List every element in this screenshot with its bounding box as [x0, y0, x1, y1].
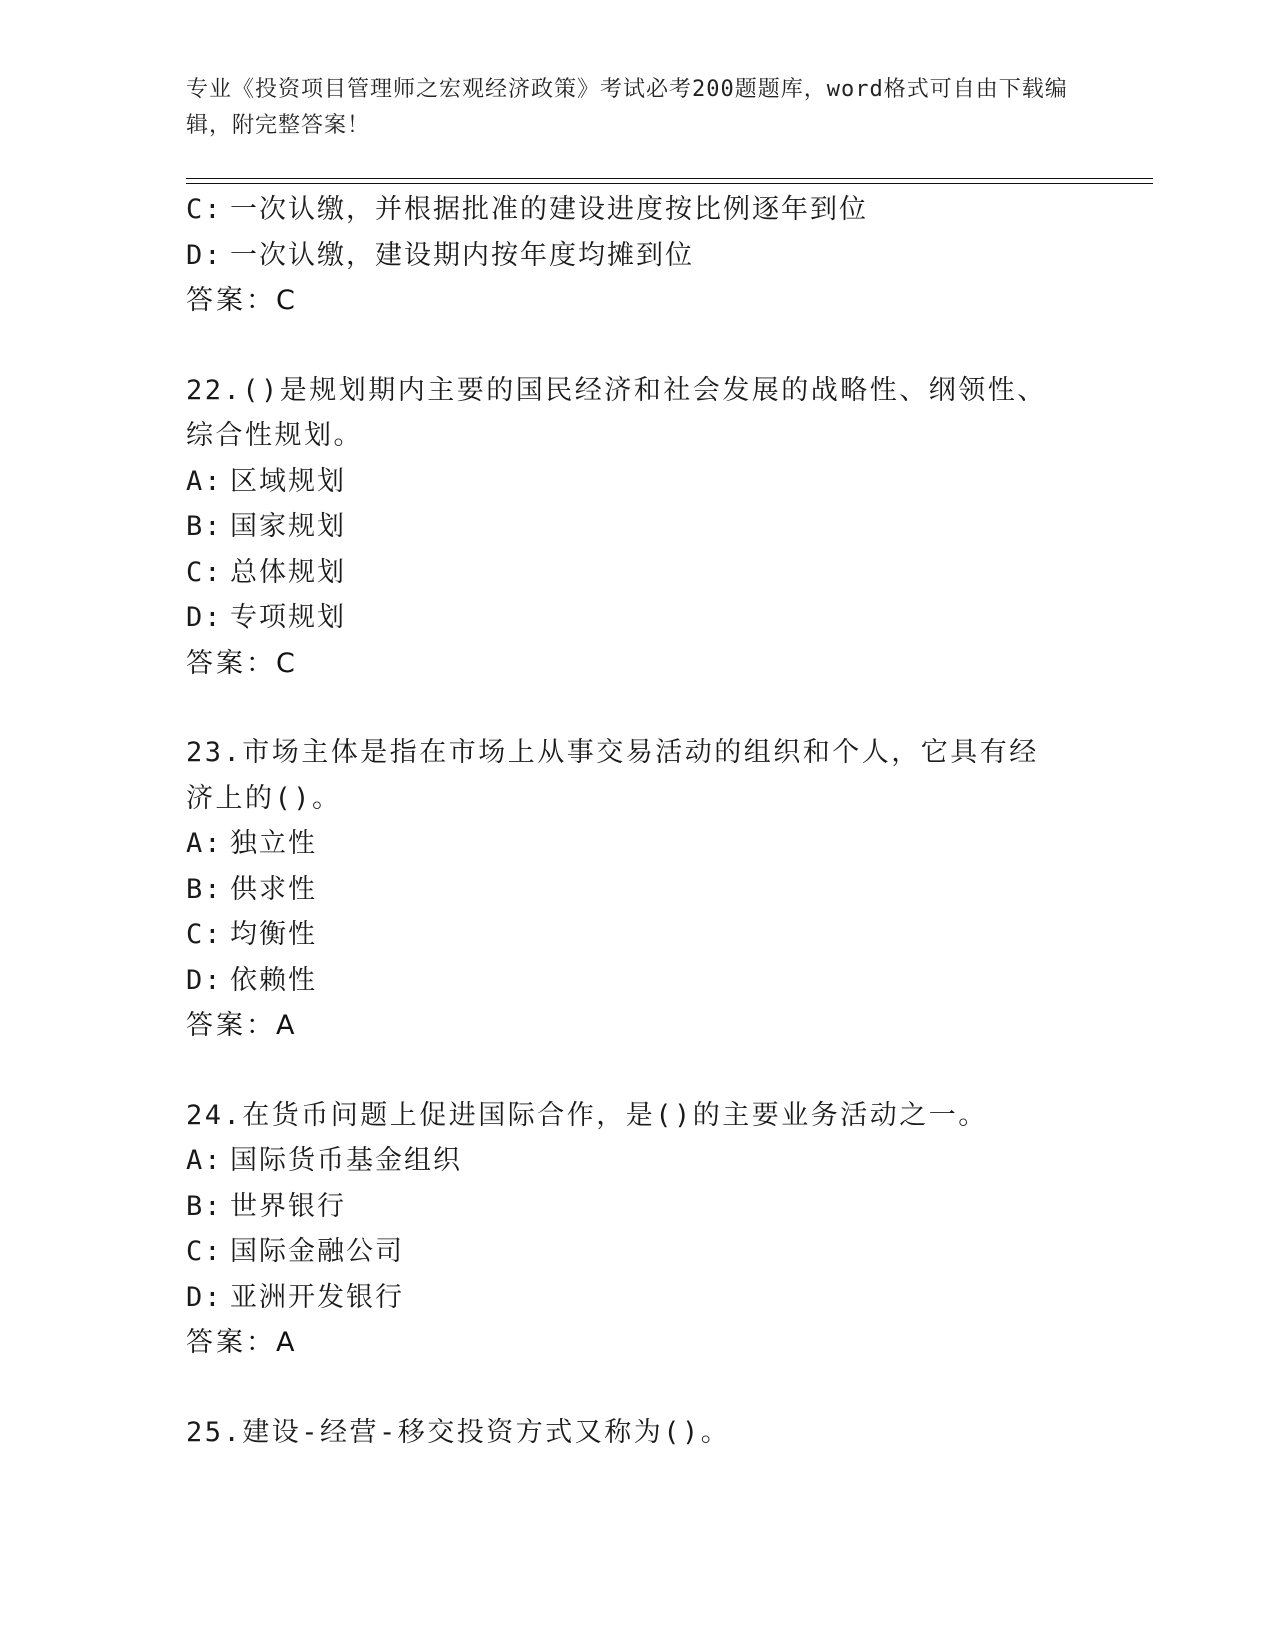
option-d — [186, 595, 1086, 641]
option-label: B: — [186, 873, 223, 905]
option-text: 独立性 — [230, 828, 317, 859]
header-rule-bottom — [186, 183, 1153, 184]
option-c — [186, 550, 1086, 596]
option-d — [186, 233, 1086, 279]
option-text: 供求性 — [230, 873, 317, 905]
option-text: 依赖性 — [230, 964, 317, 996]
option-a — [186, 459, 1086, 505]
option-d — [186, 958, 1086, 1004]
answer-line: 答案：C — [186, 285, 298, 316]
option-d — [186, 1275, 1086, 1321]
option-label: D: — [186, 1281, 223, 1313]
option-text: 均衡性 — [230, 919, 317, 950]
option-b — [186, 1184, 1086, 1230]
option-label: B: — [186, 1190, 223, 1222]
option-label: C: — [186, 194, 223, 225]
option-label: D: — [186, 602, 223, 633]
option-text: 区域规划 — [230, 465, 346, 497]
option-label: A: — [186, 465, 223, 497]
option-c — [186, 912, 1086, 958]
option-text: 国际货币基金组织 — [230, 1145, 462, 1176]
option-label: D: — [186, 964, 223, 996]
question-text: 22.()是规划期内主要的国民经济和社会发展的战略性、纲领性、综合性规划。 — [186, 374, 1047, 451]
option-label: A: — [186, 828, 223, 859]
question-23 — [186, 730, 1086, 1049]
option-label: A: — [186, 1145, 223, 1176]
option-label: C: — [186, 556, 223, 588]
question-text: 24.在货币问题上促进国际合作，是()的主要业务活动之一。 — [186, 1099, 988, 1131]
question-text: 23.市场主体是指在市场上从事交易活动的组织和个人，它具有经济上的()。 — [186, 737, 1039, 814]
option-text: 国际金融公司 — [230, 1236, 404, 1267]
question-25 — [186, 1410, 1086, 1456]
option-a — [186, 821, 1086, 867]
question-22 — [186, 368, 1086, 687]
option-label: C: — [186, 919, 223, 950]
option-c — [186, 187, 1086, 233]
answer-line: 答案：A — [186, 1327, 298, 1358]
answer-line: 答案：C — [186, 647, 298, 679]
question-21-continuation — [186, 187, 1086, 324]
option-b — [186, 867, 1086, 913]
question-text: 25.建设-经营-移交投资方式又称为()。 — [186, 1416, 731, 1448]
header-rule-top — [186, 178, 1153, 179]
option-text: 总体规划 — [230, 556, 346, 588]
option-label: D: — [186, 239, 223, 271]
option-text: 一次认缴，并根据批准的建设进度按比例逐年到位 — [230, 194, 868, 225]
document-header: 专业《投资项目管理师之宏观经济政策》考试必考200题题库，word格式可自由下载编辑，附完整答案！ — [186, 77, 1068, 138]
option-text: 世界银行 — [230, 1190, 346, 1222]
option-b — [186, 504, 1086, 550]
answer-line: 答案：A — [186, 1010, 298, 1041]
option-a — [186, 1138, 1086, 1184]
option-text: 国家规划 — [230, 511, 346, 542]
question-24 — [186, 1093, 1086, 1366]
option-label: B: — [186, 511, 223, 542]
option-text: 一次认缴，建设期内按年度均摊到位 — [230, 239, 694, 271]
option-c — [186, 1229, 1086, 1275]
option-text: 亚洲开发银行 — [230, 1281, 404, 1313]
option-label: C: — [186, 1236, 223, 1267]
option-text: 专项规划 — [230, 602, 346, 633]
question-list — [186, 187, 1086, 1455]
